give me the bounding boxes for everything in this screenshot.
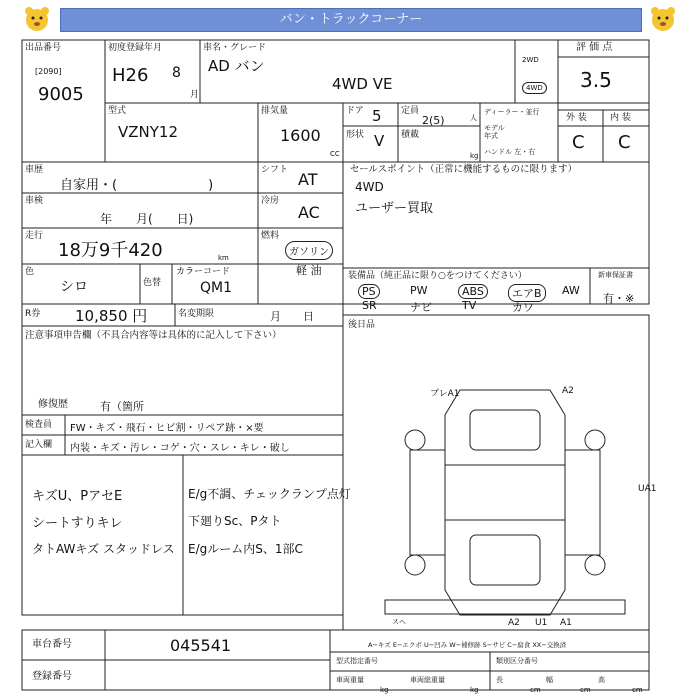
- car-name-label: 車名・グレード: [203, 43, 267, 53]
- new-warranty-value: 有・※: [603, 292, 635, 305]
- fuel-label: 燃料: [261, 231, 280, 241]
- capacity-unit: 人: [470, 114, 477, 122]
- remark-2a: シートすりキレ: [32, 516, 123, 531]
- reg-month: 8: [172, 65, 181, 81]
- diagram-note-a2-bottom: A2: [508, 618, 520, 628]
- model-value: VZNY12: [118, 123, 179, 141]
- model-spec-label: 型式指定番号: [336, 657, 378, 665]
- lot-small: [2090]: [35, 67, 62, 76]
- lot-label: 出品番号: [25, 43, 62, 53]
- repair-label: 修復歴: [38, 399, 68, 410]
- sales-point-1: 4WD: [355, 180, 384, 194]
- mileage-value: 18万9千420: [58, 240, 163, 261]
- rear-label: 後日品: [348, 320, 376, 330]
- sales-point-2: ユーザー買取: [355, 201, 434, 216]
- class-label: 類別区分番号: [496, 657, 538, 665]
- score-value: 3.5: [580, 68, 612, 92]
- inspector-items: FW・キズ・飛石・ヒビ割・リペア跡・×要: [70, 423, 264, 434]
- color-label: 色: [25, 267, 35, 277]
- fuel-gas: ガソリン: [285, 241, 333, 260]
- new-warranty-label: 新車保証書: [598, 271, 633, 279]
- load-unit: kg: [470, 152, 479, 160]
- usage-value: 自家用・( ): [60, 178, 214, 193]
- damage-legend: A−キズ E−エクボ U−凹み W−補修跡 S−サビ C−腐食 XX−交換済: [368, 641, 567, 649]
- drive-2wd: 2WD: [522, 56, 539, 64]
- load-label: 積載: [401, 130, 420, 140]
- remark-1a: キズU、PアセE: [32, 489, 123, 504]
- drive-4wd: 4WD: [522, 82, 547, 94]
- curb-weight-unit: kg: [380, 686, 389, 694]
- dim-width-unit: cm: [580, 686, 591, 694]
- capacity-label: 定員: [401, 106, 420, 116]
- dim-height-unit: cm: [632, 686, 643, 694]
- exterior-label: 外 装: [566, 113, 587, 123]
- month-unit: 月: [190, 90, 200, 100]
- diagram-note-front: ブレA1: [430, 389, 460, 399]
- remark-3a: タトAWキズ スタッドレス: [32, 542, 175, 556]
- lot-number: 9005: [38, 84, 84, 105]
- usage-label: 車歴: [25, 165, 44, 175]
- recycle-value: 10,850 円: [75, 307, 148, 325]
- remark-2b: 下廻りSc、Pタト: [188, 514, 282, 528]
- equip-pw: PW: [410, 284, 428, 297]
- repair-value: 有（箇所: [100, 400, 144, 413]
- chassis-label: 車台番号: [32, 639, 72, 650]
- score-label: 評 価 点: [576, 42, 613, 53]
- handle-label: ハンドル 左・右: [484, 148, 536, 156]
- color-value: シロ: [60, 279, 88, 295]
- model-year-label: モデル 年式: [484, 124, 505, 140]
- name-change-value: 月 日: [270, 310, 314, 323]
- shape-value: V: [374, 132, 385, 150]
- recycle-label: R券: [25, 309, 41, 319]
- equip-leather: カワ: [512, 301, 534, 314]
- model-label: 型式: [108, 106, 127, 116]
- equip-sr: SR: [362, 299, 377, 312]
- shift-value: AT: [298, 170, 318, 189]
- equip-tv: TV: [462, 299, 477, 312]
- notes-label: 注意事項申告欄（不具合内容等は具体的に記入して下さい）: [25, 330, 282, 341]
- cc-unit: CC: [330, 150, 340, 158]
- ac-value: AC: [298, 203, 320, 222]
- inspector-label: 検査員: [25, 420, 53, 430]
- interior-grade: C: [618, 132, 631, 153]
- cc-value: 1600: [280, 126, 321, 145]
- reg-year: H26: [112, 65, 149, 86]
- equipment-label: 装備品（純正品に限り○をつけてください）: [348, 271, 527, 281]
- equip-navi: ナビ: [410, 301, 432, 314]
- remark-3b: E/gルーム内S、1部C: [188, 542, 303, 556]
- dim-length-unit: cm: [530, 686, 541, 694]
- chassis-value: 045541: [170, 636, 232, 655]
- sales-point-label: セールスポイント（正常に機能するものに限ります）: [350, 164, 578, 175]
- banner-title: バン・トラックコーナー: [60, 8, 642, 32]
- car-name: AD バン: [208, 57, 265, 75]
- car-grade: 4WD VE: [332, 75, 393, 93]
- car-diagram: [385, 390, 625, 615]
- inspection-label: 車検: [25, 196, 44, 206]
- dealer-label: ディーラー・並行: [484, 108, 540, 116]
- dim-length-label: 長: [496, 676, 503, 684]
- equip-ps: PS: [358, 284, 380, 299]
- ac-label: 冷房: [261, 196, 280, 206]
- color-change-label: 色替: [143, 278, 162, 288]
- exterior-grade: C: [572, 132, 585, 153]
- equip-airbag: エアB: [508, 284, 546, 302]
- curb-weight-label: 車両重量: [336, 676, 364, 684]
- diagram-note-a1: A1: [560, 618, 572, 628]
- shift-label: シフト: [261, 165, 289, 175]
- interior-label: 内 装: [610, 113, 631, 123]
- entry-label: 記入欄: [25, 440, 53, 450]
- dim-height-label: 高: [598, 676, 605, 684]
- dim-width-label: 幅: [546, 676, 553, 684]
- entry-items: 内装・キズ・汚レ・コゲ・穴・スレ・キレ・破し: [70, 443, 290, 454]
- diagram-note-a2-top: A2: [562, 386, 574, 396]
- gross-weight-unit: kg: [470, 686, 479, 694]
- first-reg-label: 初度登録年月: [108, 43, 163, 53]
- equip-aw: AW: [562, 284, 580, 297]
- capacity-value: 2(5): [422, 114, 445, 127]
- inspection-value: 年 月( 日): [100, 212, 194, 226]
- cc-label: 排気量: [261, 106, 289, 116]
- remark-1b: E/g不調、チェックランプ点灯: [188, 487, 351, 501]
- color-code-label: カラーコード: [176, 267, 231, 277]
- diagram-note-ua1: UA1: [638, 484, 657, 494]
- mileage-label: 走行: [25, 231, 44, 241]
- mileage-unit: km: [218, 254, 229, 262]
- fuel-diesel: 軽 油: [296, 264, 322, 277]
- diagram-note-u1: U1: [535, 618, 548, 628]
- diagram-note-spare: スヘ: [392, 618, 406, 626]
- gross-weight-label: 車両総重量: [410, 676, 445, 684]
- color-code-value: QM1: [200, 280, 233, 296]
- door-value: 5: [372, 107, 382, 125]
- plate-label: 登録番号: [32, 671, 72, 682]
- door-label: ドア: [346, 106, 364, 116]
- name-change-label: 名変期限: [178, 309, 215, 319]
- equip-abs: ABS: [458, 284, 488, 299]
- shape-label: 形状: [346, 130, 365, 140]
